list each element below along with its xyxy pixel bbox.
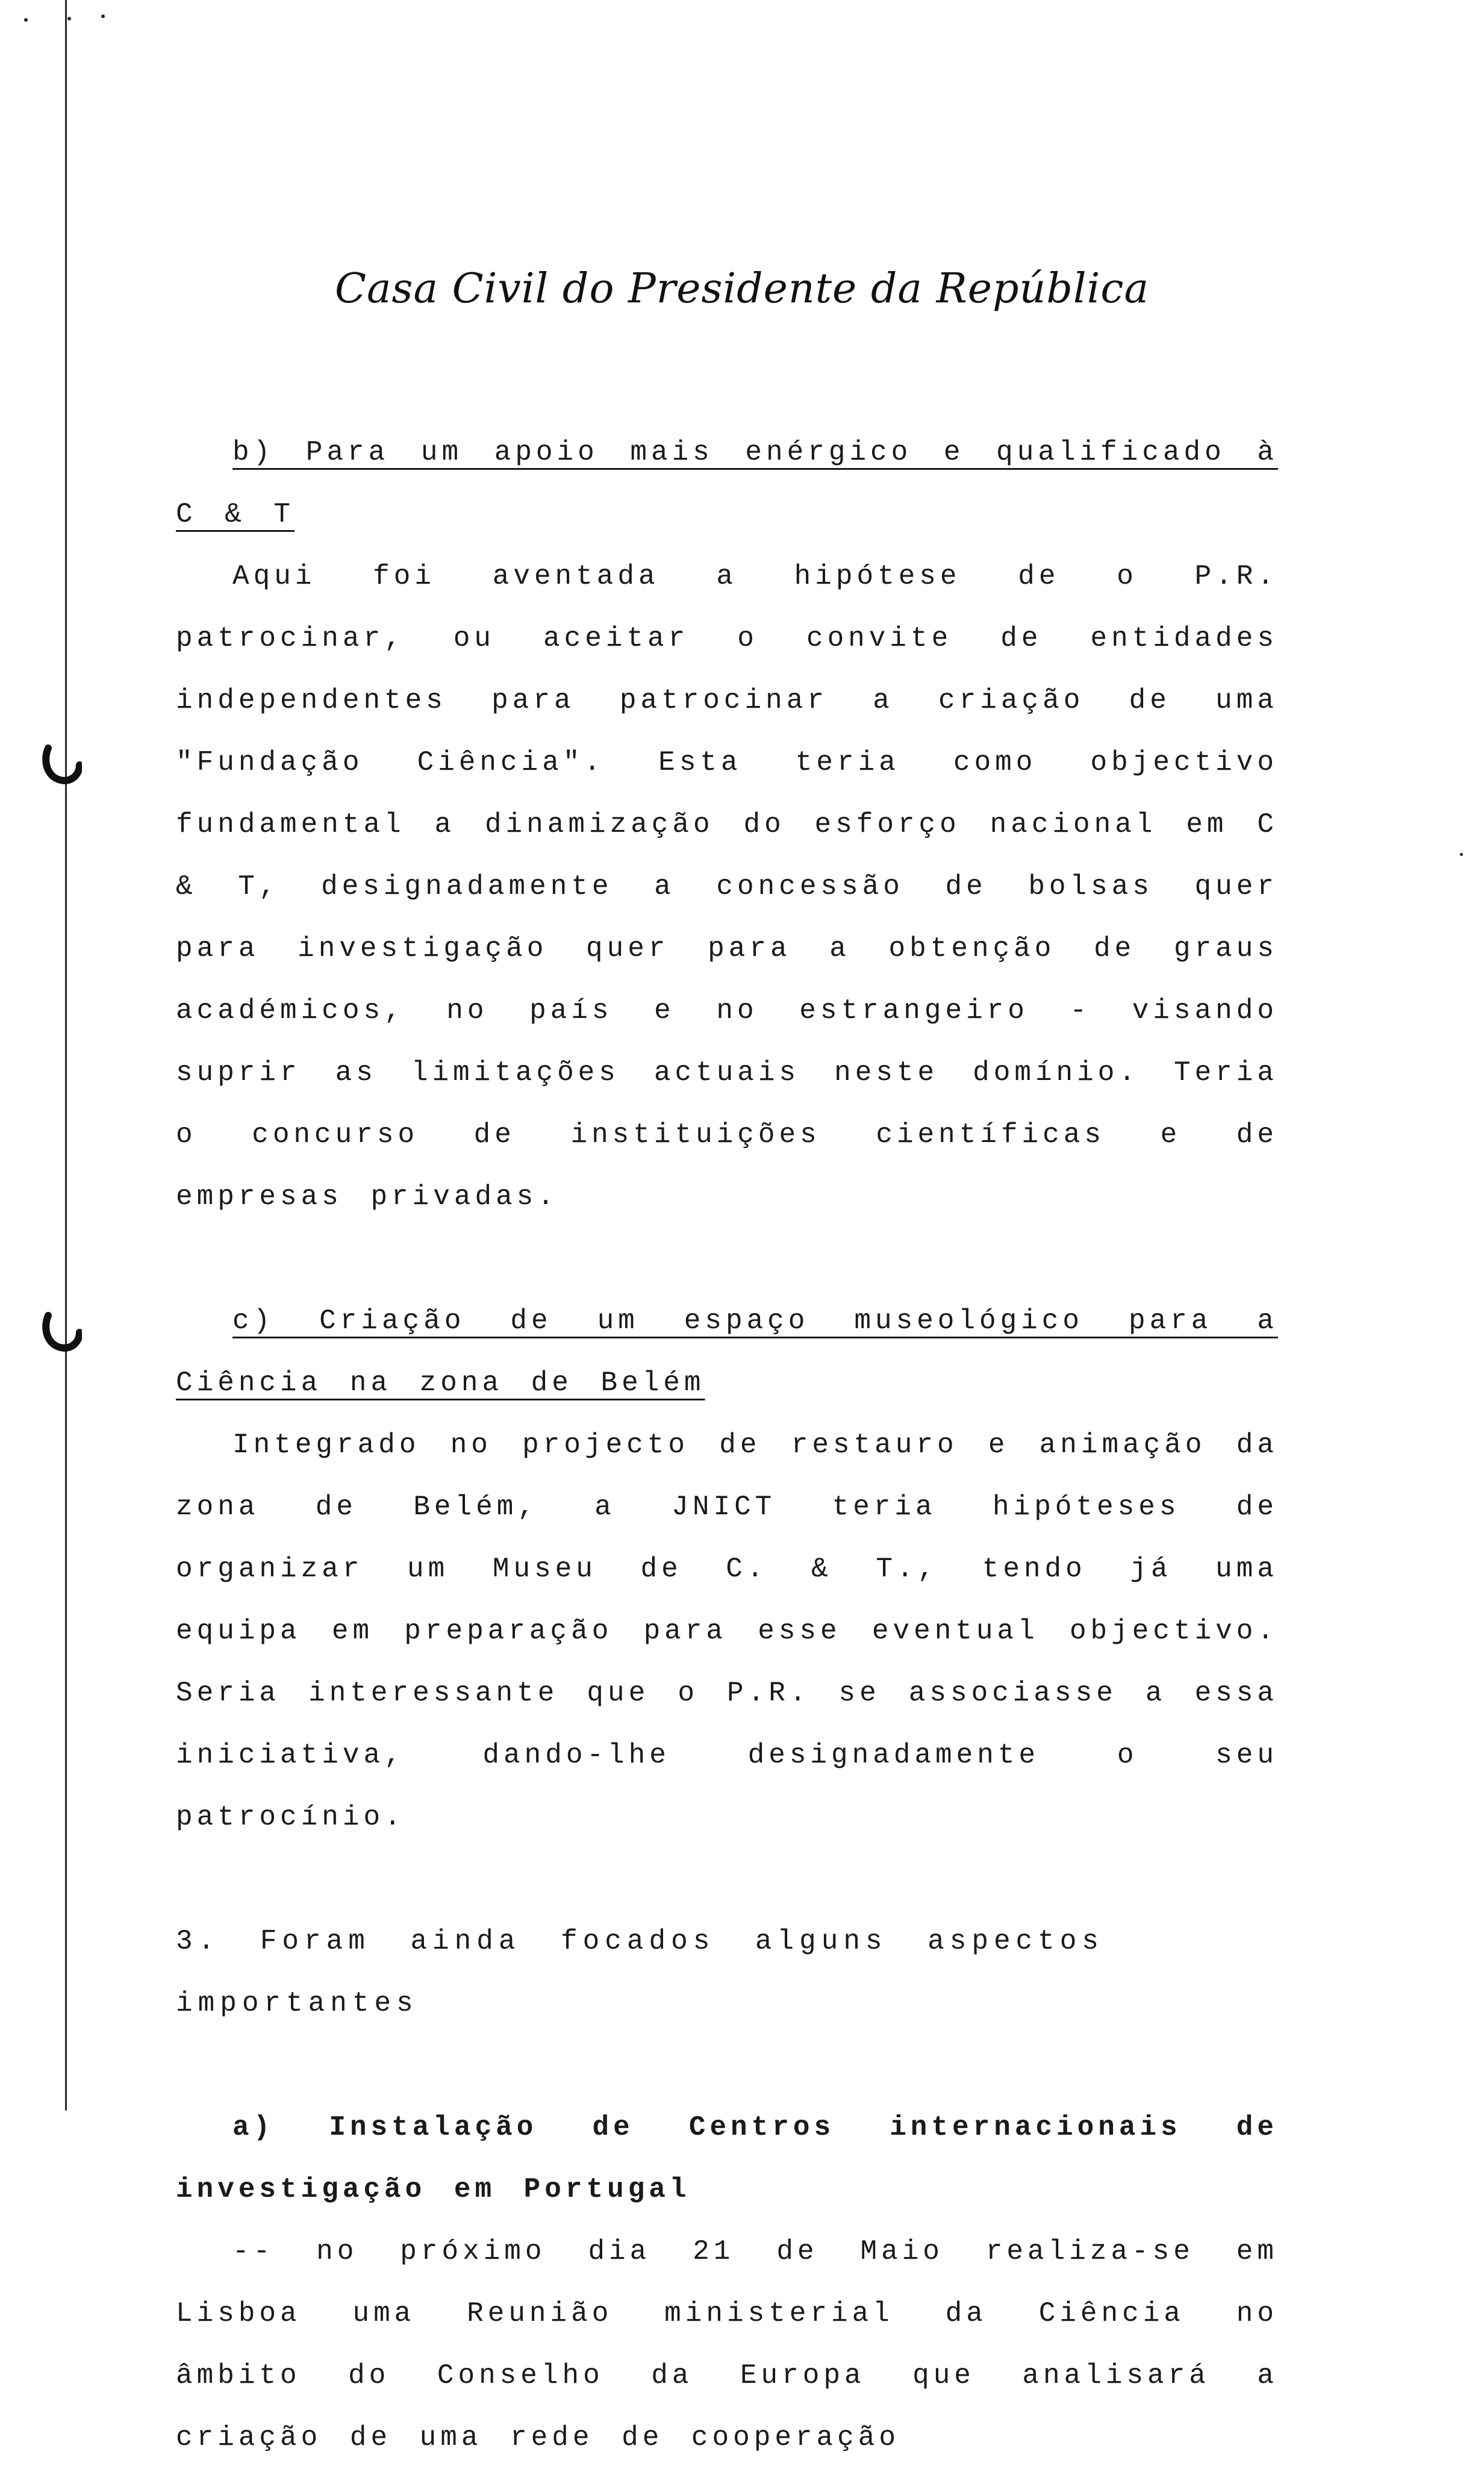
- punch-hole-mark-upper: [40, 744, 82, 787]
- letterhead: Casa Civil do Presidente da República: [334, 265, 1149, 313]
- scan-speck: [67, 17, 71, 20]
- section-3a-heading: a) Instalação de Centros internacionais de investigação em Portugal: [176, 2112, 1278, 2205]
- section-3a-paragraph: -- no próximo dia 21 de Maio realiza-se em Lisboa uma Reunião ministerial da Ciência no âmbito do Conselho da Europa que analisará a criação de uma rede de cooperação: [176, 2236, 1278, 2453]
- page-margin-line: [65, 0, 67, 2111]
- section-3-heading: 3. Foram ainda focados alguns aspectos importantes: [176, 1926, 1104, 2019]
- scan-speck: [1460, 853, 1463, 856]
- section-c-heading: c) Criação de um espaço museológico para a Ciência na zona de Belém: [176, 1305, 1278, 1399]
- scan-speck: [101, 14, 105, 18]
- punch-hole-mark-lower: [40, 1312, 82, 1354]
- scan-speck: [24, 18, 28, 22]
- document-body: [176, 422, 1278, 2469]
- section-b-paragraph: Aqui foi aventada a hipótese de o P.R. patrocinar, ou aceitar o convite de entidades independentes para patrocinar a criação de uma "Fundação Ciência". Esta teria como objectivo fundamental a dinamização do esforço nacional em C & T, designadamente a concessão de bolsas quer para investigação quer para a obtenção de graus académicos, no país e no estrangeiro - visando suprir as limitações actuais neste domínio. Teria o concurso de instituições científicas e de empresas privadas.: [176, 561, 1278, 1213]
- section-b-heading: b) Para um apoio mais enérgico e qualificado à C & T: [176, 437, 1278, 530]
- section-c-paragraph: Integrado no projecto de restauro e animação da zona de Belém, a JNICT teria hipóteses de organizar um Museu de C. & T., tendo já uma equipa em preparação para esse eventual objectivo. Seria interessante que o P.R. se associasse a essa iniciativa, dando-lhe designadamente o seu patrocínio.: [176, 1429, 1278, 1833]
